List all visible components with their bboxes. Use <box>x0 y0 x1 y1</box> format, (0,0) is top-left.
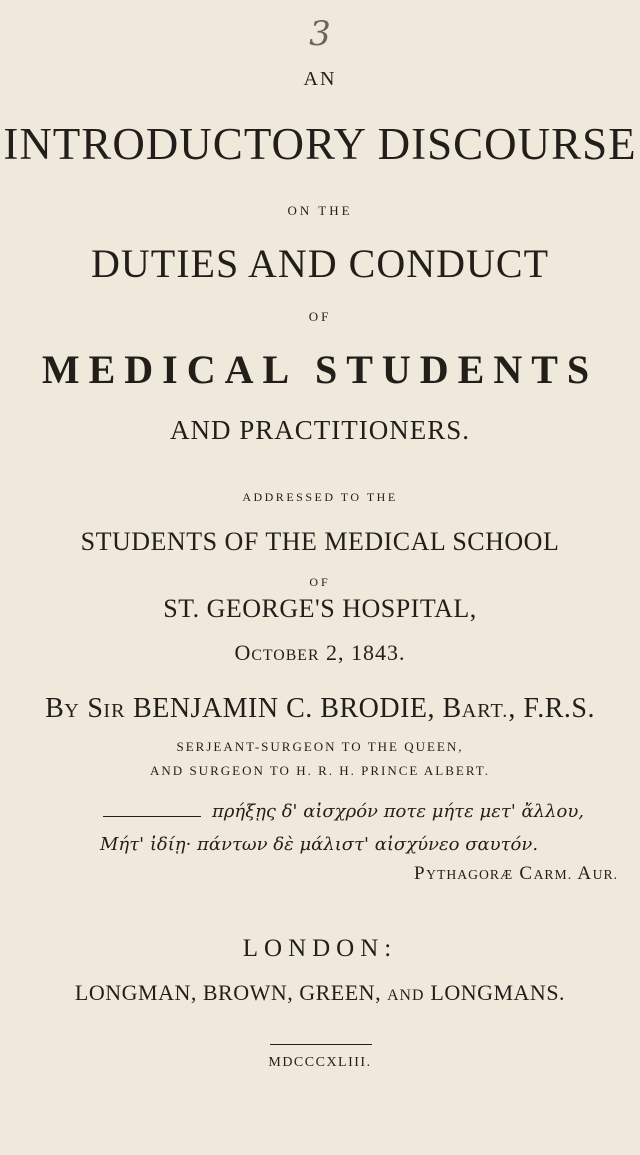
sir-rest: IR <box>103 700 126 722</box>
date-day-year: 2, 1843. <box>326 640 406 665</box>
epigraph-source <box>414 863 618 885</box>
lecture-date <box>0 640 640 666</box>
epigraph-line-1: πρήξῃς δ' αἰσχρόν ποτε μήτε μετ' ἄλλου, <box>212 801 584 822</box>
date-month-rest: CTOBER <box>251 647 320 664</box>
title-medical-students: MEDICAL STUDENTS <box>41 347 599 392</box>
author-line <box>0 693 640 725</box>
source-a-initial: A <box>577 863 593 884</box>
bart-initial: B <box>442 693 462 724</box>
title-duties: DUTIES AND CONDUCT <box>91 241 549 286</box>
handwritten-number: 3 <box>309 14 331 54</box>
author-title-2: AND SURGEON TO H. R. H. PRINCE ALBERT. <box>150 763 490 778</box>
imprint-publisher <box>0 980 640 1006</box>
source-c-initial: C <box>519 863 534 884</box>
source-p-initial: P <box>414 863 427 884</box>
date-month-initial: O <box>234 640 252 665</box>
source-p-rest: YTHAGORÆ <box>426 867 514 882</box>
school-connector-of: OF <box>309 575 331 589</box>
source-c-rest: ARM. <box>533 867 573 882</box>
school-name: STUDENTS OF THE MEDICAL SCHOOL <box>80 527 560 556</box>
by-rest: Y <box>64 700 80 722</box>
author-title-1: SERJEANT-SURGEON TO THE QUEEN, <box>176 739 464 754</box>
title-main: INTRODUCTORY DISCOURSE <box>3 119 637 169</box>
title-article: AN <box>303 68 337 90</box>
publisher-end: LONGMANS. <box>430 980 566 1005</box>
by-initial: B <box>45 693 65 724</box>
publisher-and: AND <box>387 987 425 1004</box>
hospital-name: ST. GEORGE'S HOSPITAL, <box>163 594 477 623</box>
source-a-rest: UR. <box>592 867 618 882</box>
publisher-main: LONGMAN, BROWN, GREEN, <box>74 980 382 1005</box>
title-connector-on-the: ON THE <box>287 203 353 218</box>
imprint-city: LONDON: <box>242 935 398 962</box>
author-honours: , F.R.S. <box>508 693 595 724</box>
epigraph-line-2: Μήτ' ἰδίῃ· πάντων δὲ μάλιστ' αἰσχύνεο σαυτόν. <box>100 834 539 855</box>
title-connector-of: OF <box>308 309 332 324</box>
title-practitioners: AND PRACTITIONERS. <box>169 415 470 445</box>
bart-rest: ART. <box>461 700 509 722</box>
author-name: BENJAMIN C. BRODIE, <box>133 693 436 724</box>
imprint-rule <box>270 1044 372 1045</box>
addressed-to: ADDRESSED TO THE <box>242 490 398 504</box>
epigraph-dash <box>103 816 201 817</box>
imprint-year: MDCCCXLIII. <box>268 1055 372 1070</box>
sir-initial: S <box>87 693 104 724</box>
